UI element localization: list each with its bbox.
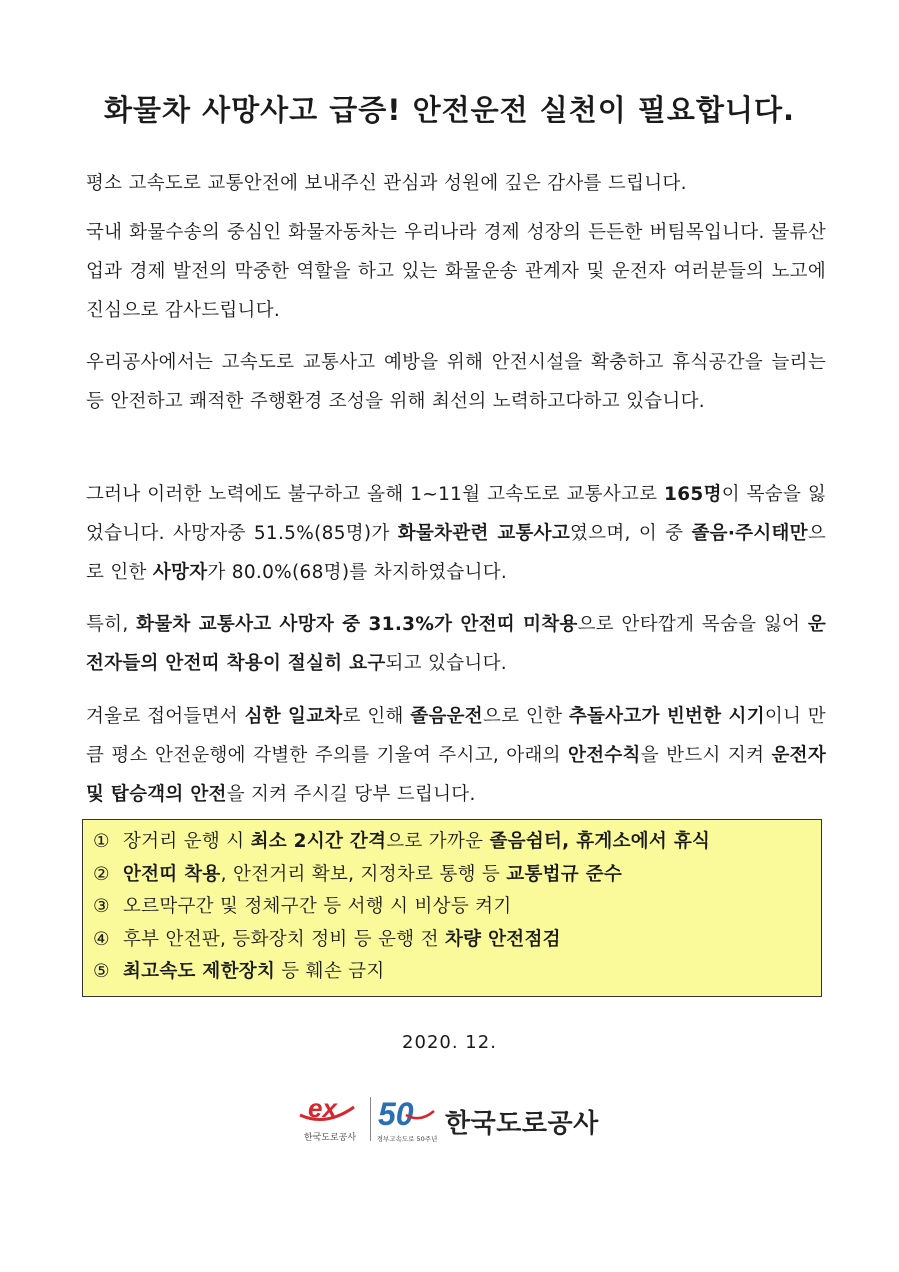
text-span: 등 훼손 금지 xyxy=(275,961,385,982)
safety-rule-item xyxy=(93,956,811,989)
fifty-anniversary-text: 50 xyxy=(378,1096,414,1129)
text-span: 으로 안타깝게 목숨을 잃어 xyxy=(577,614,808,635)
text-span: 오르막구간 및 정체구간 등 서행 시 비상등 켜기 xyxy=(123,896,512,917)
emphasis-span: 졸음운전 xyxy=(410,706,483,727)
safety-rule-item xyxy=(93,859,811,892)
emphasis-span: 심한 일교차 xyxy=(244,706,343,727)
emphasis-span: 안전띠 착용 xyxy=(123,863,221,885)
emphasis-span: 차량 안전점검 xyxy=(445,928,561,950)
text-span: , 안전거리 확보, 지정차로 통행 등 xyxy=(220,863,507,885)
emphasis-span: 추돌사고가 빈번한 시기 xyxy=(568,706,765,727)
fifty-anniversary-logo xyxy=(376,1093,438,1153)
text-span: 이 목숨을 잃었습니다. 사망자중 51.5%(85명)가 xyxy=(86,484,827,544)
safety-rules-box xyxy=(82,819,822,997)
text-span: 그러나 이러한 노력에도 불구하고 올해 1~11월 고속도로 교통사고로 xyxy=(86,484,665,505)
fifty-anniversary-icon xyxy=(376,1093,436,1129)
emphasis-span: 최고속도 제한장치 xyxy=(123,961,276,982)
emphasis-span: 사망자 xyxy=(152,562,208,583)
ex-logo-icon xyxy=(296,1093,356,1129)
organization-name: 한국도로공사 xyxy=(445,1109,599,1139)
text-span: 되고 있습니다. xyxy=(385,653,507,674)
emphasis-span: 운전자들의 안전띠 착용이 절실히 요구 xyxy=(86,614,826,674)
text-span: 으로 가까운 xyxy=(386,831,490,852)
paragraph-seatbelt xyxy=(86,605,826,683)
emphasis-span: 졸음쉼터, 휴게소에서 휴식 xyxy=(489,831,711,852)
emphasis-span: 졸음·주시태만 xyxy=(691,523,808,544)
emphasis-span: 165명 xyxy=(664,484,722,505)
document-title: 화물차 사망사고 급증! 안전운전 실천이 필요합니다. xyxy=(103,93,796,127)
rule-number: ⑤ xyxy=(93,961,110,982)
text-span: 였으며, 이 중 xyxy=(570,523,692,544)
rule-number: ④ xyxy=(93,928,110,950)
text-span: 을 지켜 주시길 당부 드립니다. xyxy=(226,784,476,805)
emphasis-span: 운전자 및 탑승객의 안전 xyxy=(86,745,826,805)
text-span: 이니 만큼 평소 안전운행에 각별한 주의를 기울여 주시고, 아래의 xyxy=(86,706,826,766)
text-span: 특히, xyxy=(86,614,137,635)
rule-number: ① xyxy=(93,831,110,852)
rule-number: ③ xyxy=(93,896,110,917)
emphasis-span: 화물차관련 교통사고 xyxy=(397,523,571,544)
paragraph-corporation-efforts: 우리공사에서는 고속도로 교통사고 예방을 위해 안전시설을 확충하고 휴식공간을 늘리는 등 안전하고 쾌적한 주행환경 조성을 위해 최선의 노력하고다하고 있습니다. xyxy=(86,352,826,412)
text-span: 으로 인한 xyxy=(86,523,827,583)
paragraph-gratitude: 평소 고속도로 교통안전에 보내주신 관심과 성원에 깊은 감사를 드립니다. xyxy=(86,173,687,194)
text-span: 가 80.0%(68명)를 차지하였습니다. xyxy=(207,562,508,583)
safety-rule-item xyxy=(93,891,811,924)
text-span: 로 인해 xyxy=(342,706,411,727)
emphasis-span: 교통법규 준수 xyxy=(506,863,623,885)
text-span: 으로 인한 xyxy=(482,706,569,727)
logo-divider xyxy=(370,1097,371,1141)
document-date: 2020. 12. xyxy=(402,1032,497,1053)
text-span: 을 반드시 지켜 xyxy=(640,745,772,766)
text-span: 후부 안전판, 등화장치 정비 등 운행 전 xyxy=(123,928,446,950)
emphasis-span: 안전수칙 xyxy=(568,745,641,766)
emphasis-span: 최소 2시간 간격 xyxy=(250,831,387,852)
safety-rule-item xyxy=(93,826,811,859)
emphasis-span: 화물차 교통사고 사망자 중 31.3%가 안전띠 미착용 xyxy=(136,614,578,635)
ex-logo xyxy=(290,1093,370,1153)
fifty-anniversary-caption: 경부고속도로 50주년 xyxy=(376,1135,438,1143)
rule-number: ② xyxy=(93,863,110,885)
text-span: 장거리 운행 시 xyxy=(123,831,251,852)
paragraph-freight-importance: 국내 화물수송의 중심인 화물자동차는 우리나라 경제 성장의 든든한 버팀목입니다. 물류산업과 경제 발전의 막중한 역할을 하고 있는 화물운송 관계자 및 운전자 여러분들의 노고에 진심으로 감사드립니다. xyxy=(86,222,826,321)
safety-rule-item xyxy=(93,924,811,957)
text-span: 겨울로 접어들면서 xyxy=(86,706,245,727)
ex-logo-text: ex xyxy=(308,1093,337,1123)
paragraph-winter-caution xyxy=(86,697,826,814)
footer-logos xyxy=(290,1093,620,1153)
ex-logo-caption: 한국도로공사 xyxy=(303,1133,357,1143)
paragraph-fatality-statistics xyxy=(86,475,826,592)
